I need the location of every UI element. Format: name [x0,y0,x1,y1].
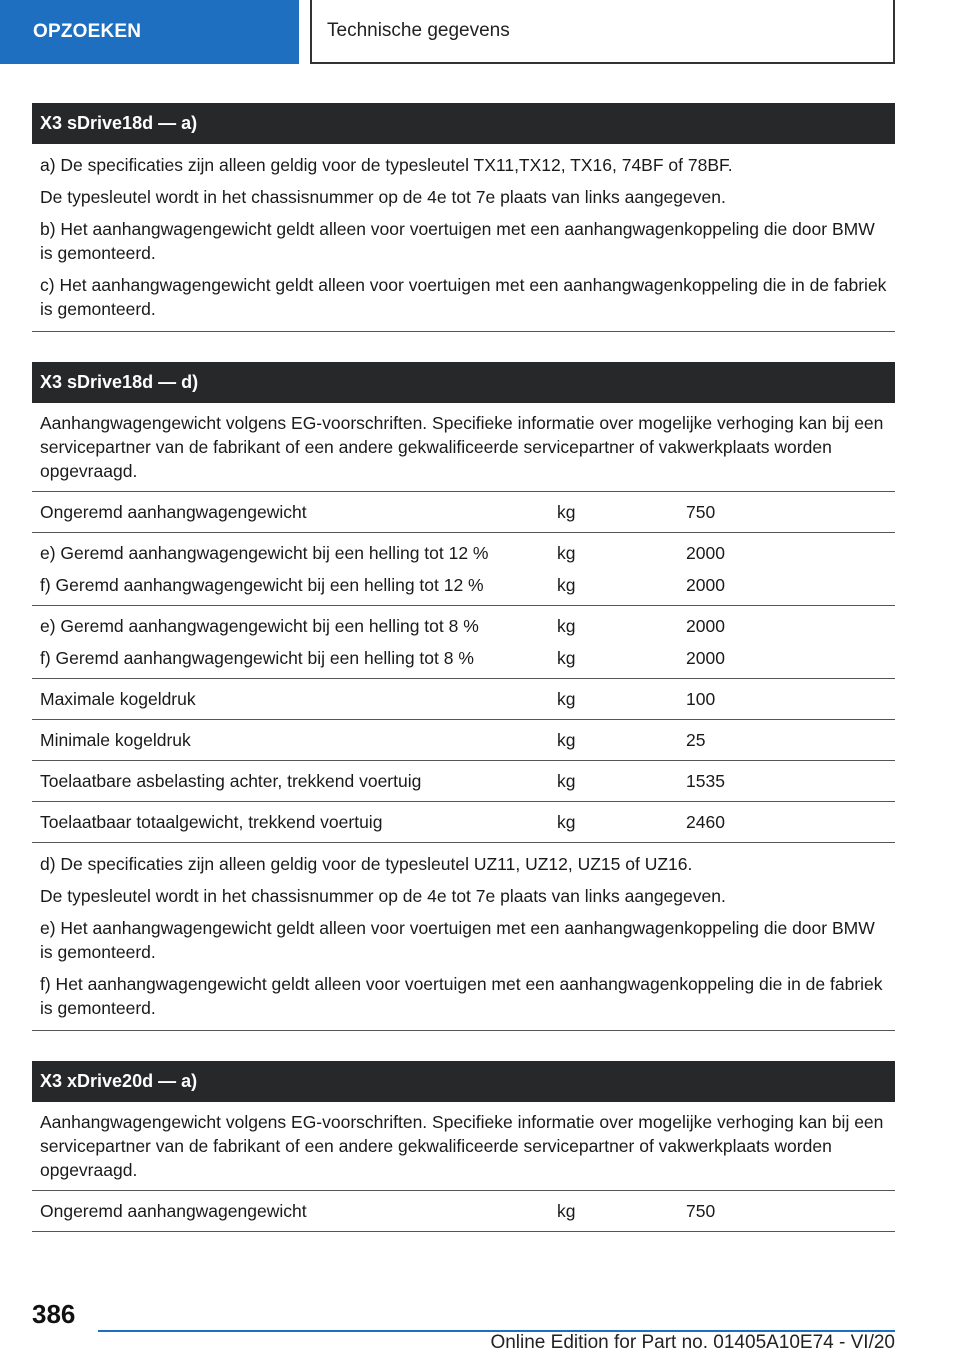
row-unit: kg [557,771,576,791]
row-label: Toelaatbare asbelasting achter, trekkend voertuig [40,771,422,791]
table-row [32,802,895,843]
row-value: 2000 [686,543,725,563]
label-cell [32,679,557,720]
unit-cell [557,1191,686,1232]
row-unit: kg [557,812,576,832]
row-value: 750 [686,1201,716,1221]
table-row [32,533,895,606]
footnote: c) Het aanhangwagengewicht geldt alleen voor voertuigen met een aanhangwagenkoppeling die in de fabriek is gemonteerd. [40,275,887,319]
edition-text: Online Edition for Part no. 01405A10E74 - VI/20 [490,1332,895,1353]
label-cell [32,606,557,679]
table-row [32,679,895,720]
section-heading: X3 sDrive18d — a) [32,103,895,144]
spec-section [32,362,895,1031]
footnotes [32,843,895,1031]
value-cell [686,1191,895,1232]
value-cell [686,761,895,802]
value-cell [686,533,895,606]
row-unit: kg [557,543,576,563]
label-cell [32,761,557,802]
footnotes [32,144,895,332]
row-label: Ongeremd aanhangwagengewicht [40,1201,307,1221]
row-unit: kg [557,1201,576,1221]
value-cell [686,492,895,533]
row-label: Maximale kogeldruk [40,689,196,709]
table-row [32,761,895,802]
value-cell [686,606,895,679]
label-cell [32,802,557,843]
row-value: 2000 [686,648,725,668]
chapter-title-text: Technische gegevens [327,20,510,41]
footnote: e) Het aanhangwagengewicht geldt alleen voor voertuigen met een aanhangwagenkoppeling die door BMW is gemonteerd. [40,918,875,962]
footnote: De typesleutel wordt in het chassisnummer op de 4e tot 7e plaats van links aangegeven. [40,886,726,906]
row-label: e) Geremd aanhangwagengewicht bij een helling tot 8 % [40,616,479,636]
section-heading: X3 sDrive18d — d) [32,362,895,403]
footnote: De typesleutel wordt in het chassisnummer op de 4e tot 7e plaats van links aangegeven. [40,187,726,207]
section-intro: Aanhangwagengewicht volgens EG-voorschriften. Specifieke informatie over mogelijke verhoging kan bij een servicepartner van de fabrikant of een andere gekwalificeerde servicepartner of vakwerkplaats worden opgevraagd. [32,403,895,492]
row-label: f) Geremd aanhangwagengewicht bij een helling tot 12 % [40,575,484,595]
unit-cell [557,492,686,533]
row-unit: kg [557,575,576,595]
section-heading: X3 xDrive20d — a) [32,1061,895,1102]
table-row [32,720,895,761]
row-value: 2000 [686,616,725,636]
row-value: 750 [686,502,716,522]
row-label: f) Geremd aanhangwagengewicht bij een helling tot 8 % [40,648,474,668]
spec-table [32,492,895,843]
label-cell [32,720,557,761]
footnote: f) Het aanhangwagengewicht geldt alleen voor voertuigen met een aanhangwagenkoppeling die in de fabriek is gemonteerd. [40,974,883,1018]
footnote: d) De specificaties zijn alleen geldig voor de typesleutel UZ11, UZ12, UZ15 of UZ16. [40,854,693,874]
row-label: Minimale kogeldruk [40,730,191,750]
unit-cell [557,679,686,720]
chapter-title [310,0,895,64]
spec-section [32,103,895,332]
unit-cell [557,720,686,761]
value-cell [686,720,895,761]
table-row [32,492,895,533]
spec-section [32,1061,895,1232]
row-unit: kg [557,616,576,636]
value-cell [686,679,895,720]
section-tab-opzoeken[interactable]: OPZOEKEN [0,0,299,64]
label-cell [32,1191,557,1232]
label-cell [32,492,557,533]
table-row [32,1191,895,1232]
row-unit: kg [557,502,576,522]
value-cell [686,802,895,843]
row-label: Toelaatbaar totaalgewicht, trekkend voertuig [40,812,383,832]
row-value: 100 [686,689,716,709]
spec-table [32,1191,895,1232]
section-intro: Aanhangwagengewicht volgens EG-voorschriften. Specifieke informatie over mogelijke verhoging kan bij een servicepartner van de fabrikant of een andere gekwalificeerde servicepartner of vakwerkplaats worden opgevraagd. [32,1102,895,1191]
unit-cell [557,761,686,802]
row-value: 1535 [686,771,725,791]
unit-cell [557,802,686,843]
row-value: 25 [686,730,706,750]
row-unit: kg [557,730,576,750]
unit-cell [557,606,686,679]
page-number: 386 [32,1299,76,1329]
footnote: b) Het aanhangwagengewicht geldt alleen voor voertuigen met een aanhangwagenkoppeling die door BMW is gemonteerd. [40,219,875,263]
table-row [32,606,895,679]
row-value: 2000 [686,575,725,595]
unit-cell [557,533,686,606]
row-value: 2460 [686,812,725,832]
row-label: Ongeremd aanhangwagengewicht [40,502,307,522]
label-cell [32,533,557,606]
spec-content [32,103,895,1262]
row-unit: kg [557,689,576,709]
row-label: e) Geremd aanhangwagengewicht bij een helling tot 12 % [40,543,489,563]
footnote: a) De specificaties zijn alleen geldig voor de typesleutel TX11,TX12, TX16, 74BF of 78BF. [40,155,733,175]
row-unit: kg [557,648,576,668]
